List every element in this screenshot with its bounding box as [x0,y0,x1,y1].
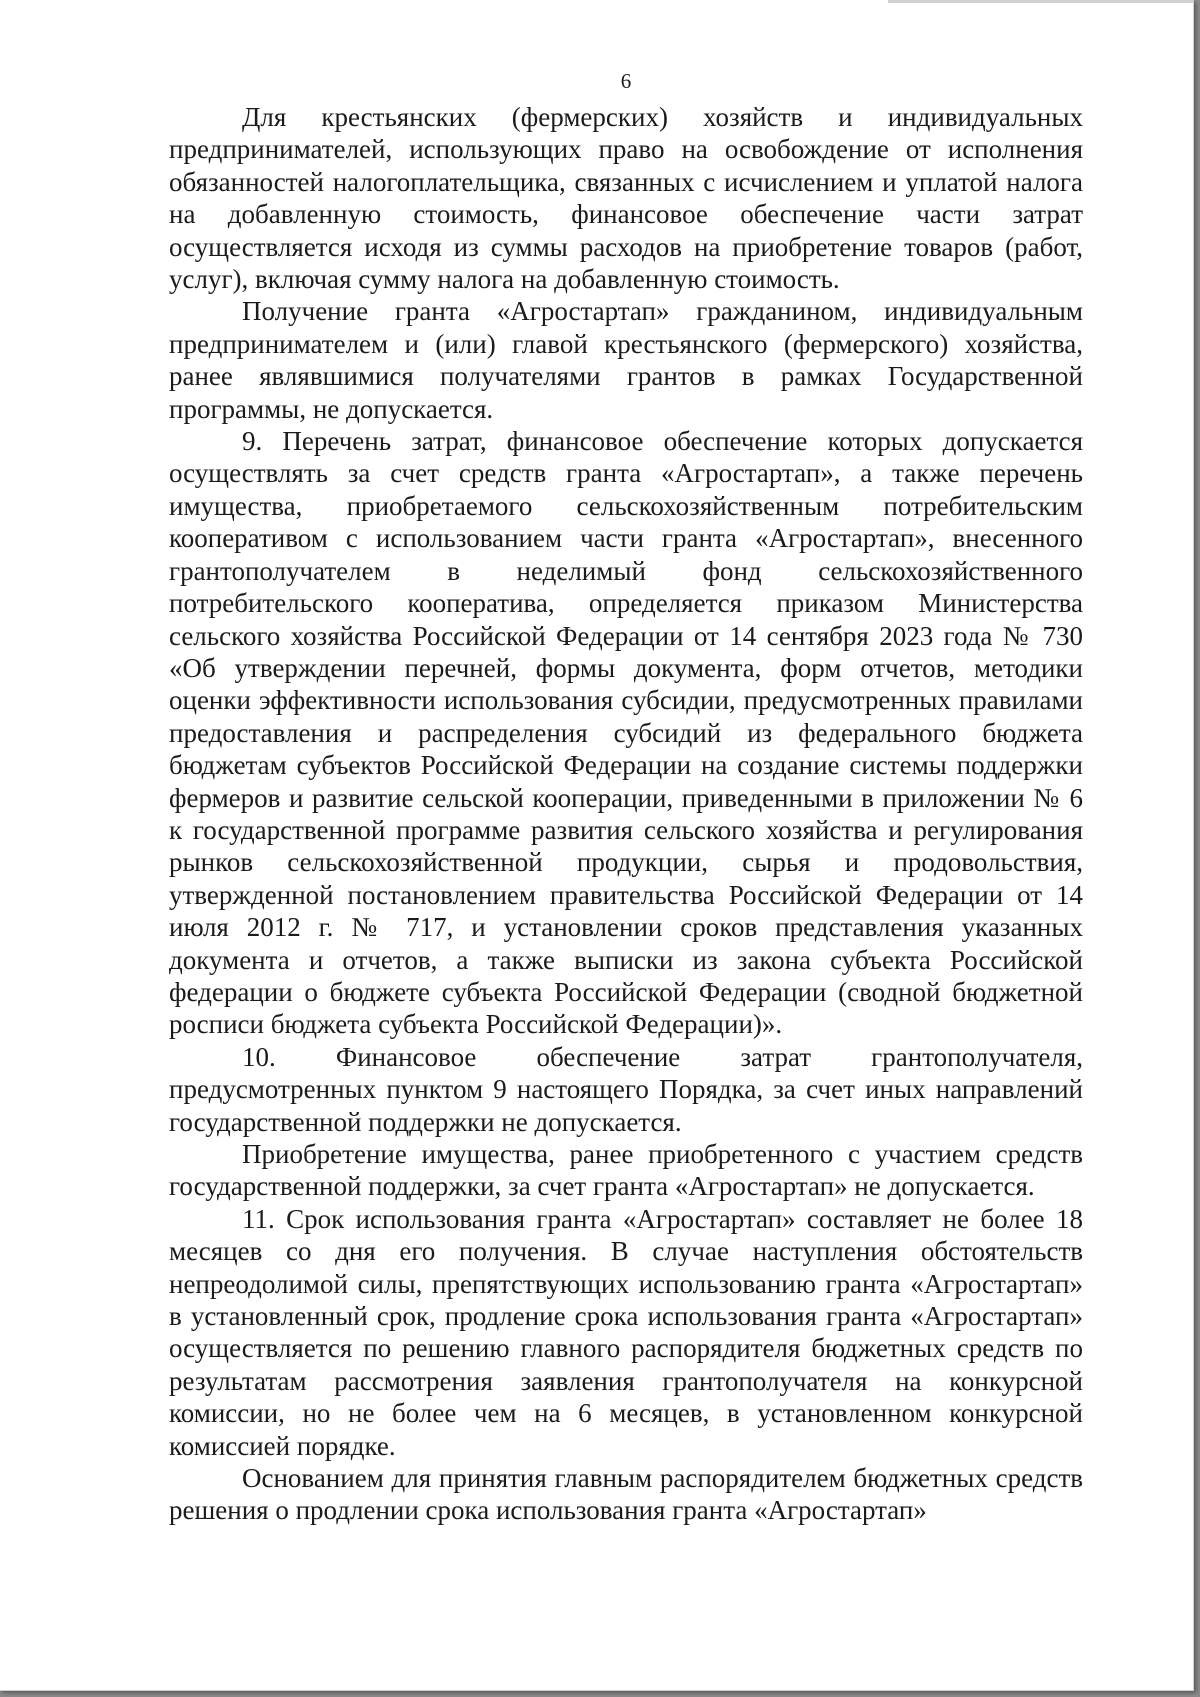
page-number: 6 [620,69,632,93]
paragraph-vat-exemption: Для крестьянских (фермерских) хозяйств и индивидуальных предпринимателей, использующих право на освобождение от исполнения обязанностей налогоплательщика, связанных с исчислением и уплатой налога на добавленную стоимость, финансовое обеспечение части затрат осуществляется исходя из суммы расходов на приобретение товаров (работ, услуг), включая сумму налога на добавленную стоимость. [169,102,1083,295]
paragraph-item-9-cost-list: 9. Перечень затрат, финансовое обеспечение которых допускается осуществлять за счет средств гранта «Агростартап», а также перечень имущества, приобретаемого сельскохозяйственным потребительским кооперативом с использованием части гранта «Агростартап», внесенного грантополучателем в неделимый фонд сельскохозяйственного потребительского кооператива, определяется приказом Министерства сельского хозяйства Российской Федерации от 14 сентября 2023 года № 730 «Об утверждении перечней, формы документа, форм отчетов, методики оценки эффективности использования субсидии, предусмотренных правилами предоставления и распределения субсидий из федерального бюджета бюджетам субъектов Российской Федерации на создание системы поддержки фермеров и развитие сельской кооперации, приведенными в приложении № 6 к государственной программе развития сельского хозяйства и регулирования рынков сельскохозяйственной продукции, сырья и продовольствия, утвержденной постановлением правительства Российской Федерации от 14 июля 2012 г. № 717, и установлении сроков представления указанных документа и отчетов, а также выписки из закона субъекта Российской федерации о бюджете субъекта Российской Федерации (сводной бюджетной росписи бюджета субъекта Российской Федерации)». [169,426,1083,1040]
paragraph-extension-basis: Основанием для принятия главным распорядителем бюджетных средств решения о продлении срока использования гранта «Агростартап» [169,1463,1083,1526]
document-body [169,65,1083,1527]
paragraph-item-11-grant-term: 11. Срок использования гранта «Агростартап» составляет не более 18 месяцев со дня его получения. В случае наступления обстоятельств непреодолимой силы, препятствующих использованию гранта «Агростартап» в установленный срок, продление срока использования гранта «Агростартап» осуществляется по решению главного распорядителя бюджетных средств по результатам рассмотрения заявления грантополучателя на конкурсной комиссии, но не более чем на 6 месяцев, в установленном конкурсной комиссией порядке. [169,1203,1083,1461]
paragraph-previously-acquired-property: Приобретение имущества, ранее приобретенного с участием средств государственной поддержки, за счет гранта «Агростартап» не допускается. [169,1139,1083,1202]
scan-edge [888,0,1193,3]
paragraph-item-10-other-support: 10. Финансовое обеспечение затрат грантополучателя, предусмотренных пунктом 9 настоящего Порядка, за счет иных направлений государственной поддержки не допускается. [169,1041,1083,1137]
paragraph-repeat-grant-prohibition: Получение гранта «Агростартап» гражданином, индивидуальным предпринимателем и (или) главой крестьянского (фермерского) хозяйства, ранее являвшимися получателями грантов в рамках Государственной программы, не допускается. [169,296,1083,424]
